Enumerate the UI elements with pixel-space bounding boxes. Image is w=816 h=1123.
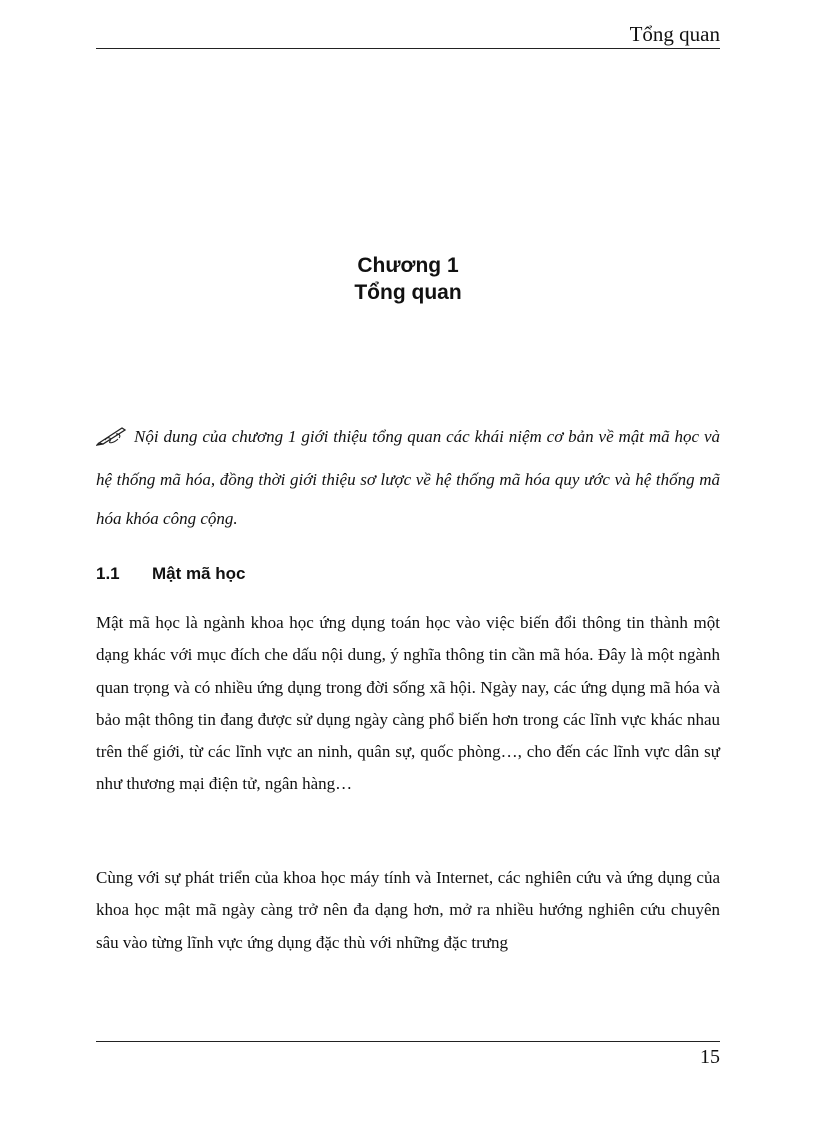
page-number: 15	[700, 1046, 720, 1068]
writing-hand-icon	[96, 421, 128, 460]
footer-rule	[96, 1041, 720, 1042]
running-header: Tổng quan	[629, 22, 720, 46]
chapter-title: Tổng quan	[354, 281, 462, 304]
header-rule	[96, 48, 720, 49]
body-paragraph: Mật mã học là ngành khoa học ứng dụng toán học vào việc biến đổi thông tin thành một dạng khác với mục đích che dấu nội dung, ý nghĩa thông tin cần mã hóa. Đây là một ngành quan trọng và có nhiều ứng dụng trong đời sống xã hội. Ngày nay, các ứng dụng mã hóa và bảo mật thông tin đang được sử dụng ngày càng phổ biến hơn trong các lĩnh vực khác nhau trên thế giới, từ các lĩnh vực an ninh, quân sự, quốc phòng…, cho đến các lĩnh vực dân sự như thương mại điện tử, ngân hàng…	[96, 613, 720, 794]
chapter-heading	[96, 252, 720, 306]
chapter-label: Chương 1	[357, 254, 459, 277]
section-number: 1.1	[96, 564, 120, 583]
section-heading	[96, 564, 720, 584]
section-title: Mật mã học	[152, 564, 246, 583]
summary-text: Nội dung của chương 1 giới thiệu tổng quan các khái niệm cơ bản về mật mã học và hệ thống mã hóa, đồng thời giới thiệu sơ lược về hệ thống mã hóa quy ước và hệ thống mã hóa khóa công cộng.	[96, 427, 720, 528]
body-paragraph: Cùng với sự phát triển của khoa học máy tính và Internet, các nghiên cứu và ứng dụng của khoa học mật mã ngày càng trở nên đa dạng hơn, mở ra nhiều hướng nghiên cứu chuyên sâu vào từng lĩnh vực ứng dụng đặc thù với những đặc trưng	[96, 868, 720, 952]
chapter-summary	[96, 417, 720, 538]
